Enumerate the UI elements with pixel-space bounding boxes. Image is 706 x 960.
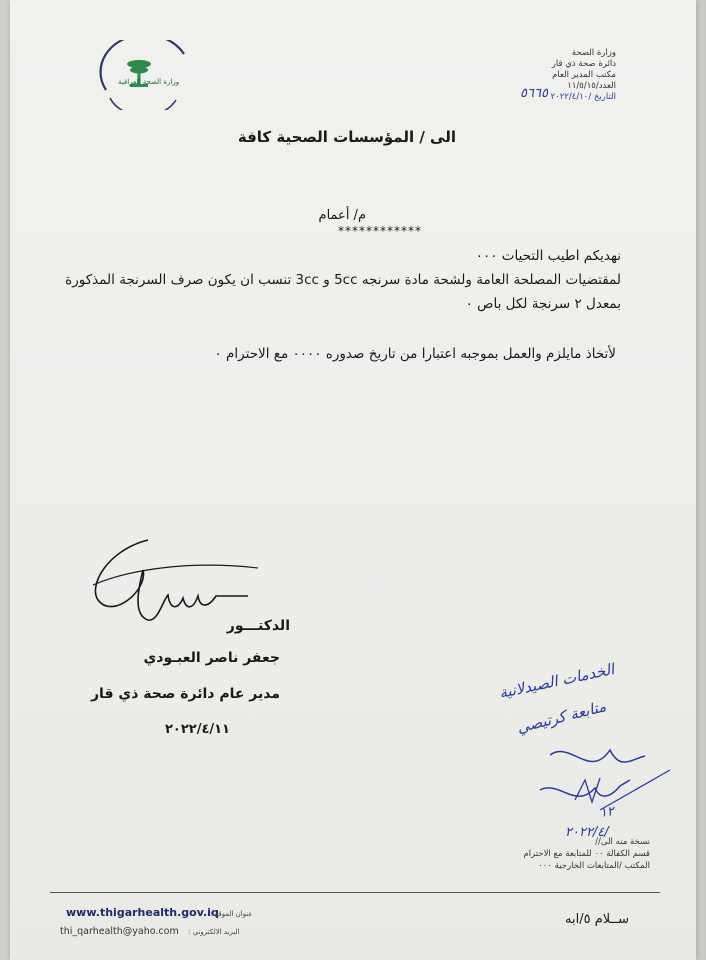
copy-to-heading: نسخة منه الى// bbox=[595, 837, 650, 847]
subject-line: م/ أعمام bbox=[318, 208, 366, 223]
subject-separator: ************ bbox=[338, 224, 422, 238]
copy-to-item: قسم الكفالة ٠٠ للمتابعة مع الاحترام bbox=[523, 849, 650, 859]
email-link[interactable]: thi_qarhealth@yaho.com bbox=[60, 926, 179, 937]
website-label: عنوان الموقع : bbox=[210, 910, 253, 918]
logo-caption: وزارة الصحة العراقية bbox=[118, 78, 180, 86]
handwritten-number: ١٢ bbox=[599, 804, 615, 821]
recipient-line: الى / المؤسسات الصحية كافة bbox=[237, 128, 456, 146]
handwritten-date: ٢٠٢٢/٤/ bbox=[565, 825, 609, 840]
email-label: البريد الالكتروني : bbox=[188, 928, 240, 936]
copy-to-item: المكتب /المتابعات الخارجية ٠٠٠ bbox=[538, 861, 650, 871]
signature-date: ٢٠٢٢/٤/١١ bbox=[164, 722, 230, 737]
body-paragraph: لمقتضيات المصلحة العامة ولشحة مادة سرنجه 5cc و 3cc تنسب ان يكون صرف السرنجة المذكورة بمعدل ٢ سرنجة لكل باص ٠ bbox=[65, 272, 621, 312]
department-line: دائرة صحة ذي قار bbox=[551, 59, 616, 69]
handwritten-reference: ٥٦٦٥ bbox=[520, 86, 548, 101]
signatory-role: مدير عام دائرة صحة ذي قار bbox=[91, 686, 280, 702]
footer-greeting: ســلام ٥/ابه bbox=[565, 912, 630, 927]
copy-to-list bbox=[480, 836, 650, 872]
office-line: مكتب المدير العام bbox=[552, 70, 616, 80]
ministry-line: وزارة الصحة bbox=[571, 48, 616, 58]
letter-body bbox=[61, 244, 621, 316]
ministry-logo bbox=[92, 40, 192, 110]
handwritten-note-followup: متابعة كرتيصي bbox=[515, 697, 608, 737]
reference-number: العدد/١١/٥/١٥ bbox=[567, 81, 616, 91]
footer-divider bbox=[50, 892, 660, 893]
closing-line: لأتخاذ مايلزم والعمل بموجبه اعتبارا من تاريخ صدوره ٠٠٠٠ مع الاحترام ٠ bbox=[214, 346, 616, 362]
letter-date: التاريخ /٢٠٢٢/٤/١٠ bbox=[550, 92, 616, 102]
signatory-name: جعفر ناصر العبـودي bbox=[143, 650, 280, 666]
greeting-line: نهديكم اطيب التحيات ٠٠٠ bbox=[475, 248, 621, 264]
letter-page bbox=[10, 0, 696, 960]
handwritten-note-department: الخدمات الصيدلانية bbox=[497, 660, 616, 702]
website-link[interactable]: www.thigarhealth.gov.iq bbox=[66, 906, 219, 919]
signatory-title: الدكتـــور bbox=[226, 618, 290, 634]
